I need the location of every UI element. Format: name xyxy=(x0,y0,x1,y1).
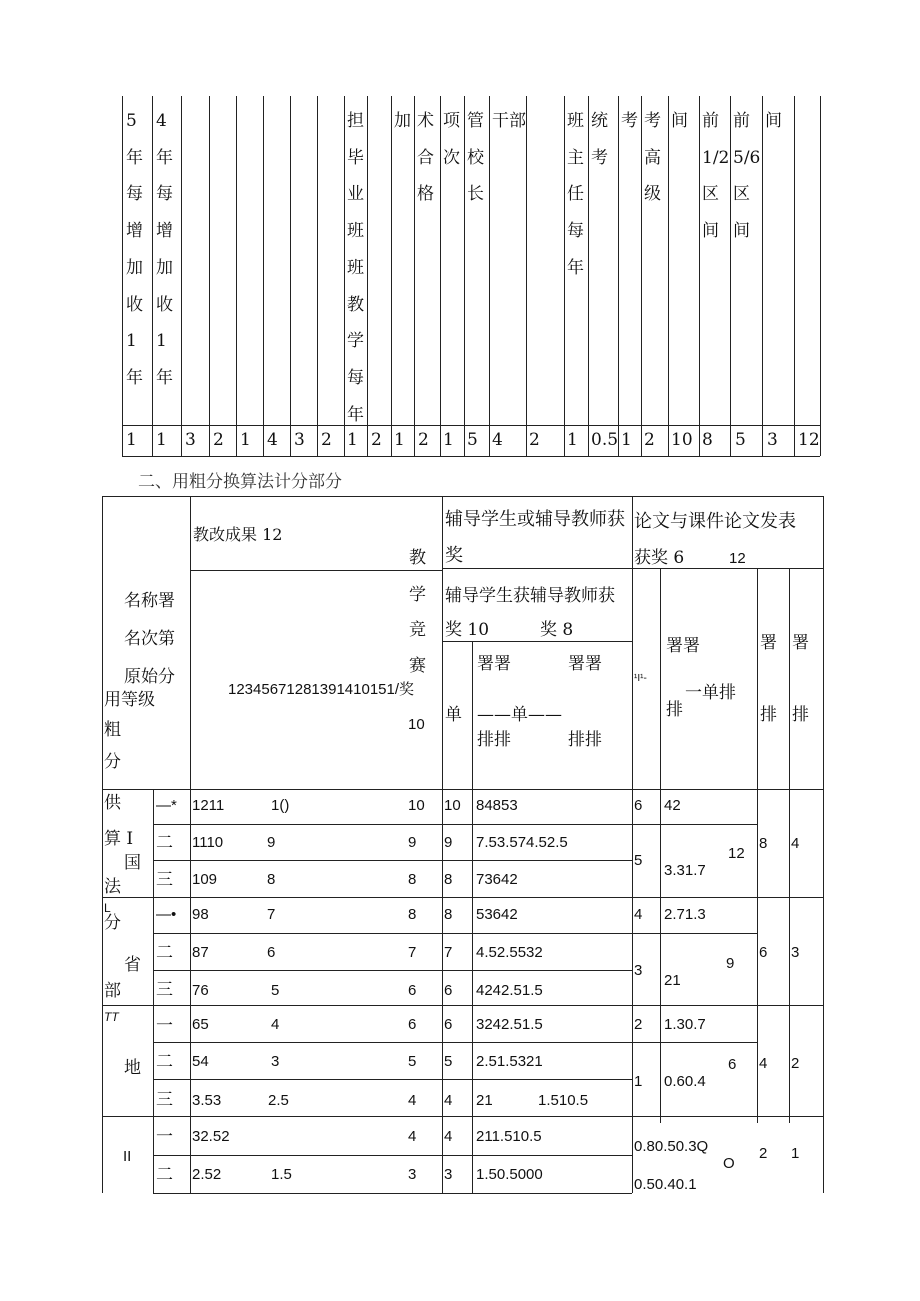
jingsai-2: 竞 xyxy=(409,620,426,640)
r6-e: 4242.51.5 xyxy=(476,982,543,999)
count-19: 1 xyxy=(621,430,632,450)
g2-j: 3 xyxy=(791,944,800,961)
count-6: 4 xyxy=(267,430,278,450)
r5-g: 21 xyxy=(664,972,681,989)
jingsai-1: 学 xyxy=(409,585,426,605)
r11-grade: 二 xyxy=(156,1165,173,1185)
lunwen-header-a: 论文与课件论文发表 xyxy=(634,511,796,532)
group3-label-1: TT xyxy=(104,1010,119,1024)
r8-f: 1 xyxy=(634,1073,643,1090)
r1-d: 10 xyxy=(444,797,461,814)
r11-c: 3 xyxy=(408,1166,417,1183)
fudao-header-b: 奖 xyxy=(445,545,463,566)
count-11: 1 xyxy=(394,430,405,450)
r7-b: 4 xyxy=(271,1016,280,1033)
lunwen-header-b2: 12 xyxy=(729,550,746,567)
header-col-17: 班主任每年 xyxy=(567,111,584,278)
seq-numbers: 12345671281391410151/奖 xyxy=(228,681,415,698)
head-left-6: 分 xyxy=(104,752,121,772)
count-5: 1 xyxy=(240,430,251,450)
r1-a: 1211 xyxy=(192,797,225,814)
count-18: 0.5 xyxy=(591,430,619,450)
r2-a: 1110 xyxy=(192,834,224,851)
fudao-sub-b1: 奖 10 xyxy=(445,620,490,640)
r2-g: 3.31.7 xyxy=(664,862,706,879)
shushu-3: 署署 xyxy=(666,636,700,656)
header-col-23: 前5/6区间 xyxy=(733,111,761,242)
r11-d: 3 xyxy=(444,1166,453,1183)
g1-j: 4 xyxy=(791,835,800,852)
count-4: 2 xyxy=(213,430,224,450)
r2-d: 9 xyxy=(444,834,453,851)
fudao-sub-a: 辅导学生获辅导教师获 xyxy=(445,586,615,606)
r1-g: 42 xyxy=(664,797,681,814)
r1-b: 1() xyxy=(271,797,290,814)
r3-d: 8 xyxy=(444,871,453,888)
ten-label: 10 xyxy=(408,716,425,733)
r2-b: 9 xyxy=(267,834,276,851)
group4-label: II xyxy=(123,1148,132,1165)
r3-c: 8 xyxy=(408,871,417,888)
count-23: 5 xyxy=(735,430,746,450)
group2-label-4: 部 xyxy=(104,981,121,1001)
count-7: 3 xyxy=(294,430,305,450)
shu-5: 署 xyxy=(792,633,809,653)
r10-a: 32.52 xyxy=(192,1128,230,1145)
head-left-4: 用等级 xyxy=(104,690,155,710)
r5-b: 6 xyxy=(267,944,276,961)
count-15: 4 xyxy=(492,430,503,450)
r7-a: 65 xyxy=(192,1016,209,1033)
g2-i: 6 xyxy=(759,944,768,961)
group1-label-3: 国 xyxy=(124,853,141,873)
r10-c: 4 xyxy=(408,1128,417,1145)
jiaogai-header: 教改成果 12 xyxy=(193,525,283,544)
r5-a: 87 xyxy=(192,944,209,961)
r4-a: 98 xyxy=(192,906,209,923)
pai-4: 排 xyxy=(760,705,777,725)
r5-grade: 二 xyxy=(156,943,173,963)
count-13: 1 xyxy=(443,430,454,450)
header-col-9: 担毕业班班教学每年 xyxy=(347,111,364,425)
g4-o: O xyxy=(723,1155,735,1172)
r3-a: 109 xyxy=(192,871,218,888)
r4-g: 2.71.3 xyxy=(664,906,706,923)
count-10: 2 xyxy=(371,430,382,450)
count-14: 5 xyxy=(467,430,478,450)
shushu-2: 署署 xyxy=(568,654,602,674)
r6-b: 5 xyxy=(271,982,280,999)
r8-a: 54 xyxy=(192,1053,209,1070)
g4-j: 1 xyxy=(791,1145,800,1162)
head-left-2: 名次第 xyxy=(124,629,175,649)
r3-e: 73642 xyxy=(476,871,518,888)
r7-e: 3242.51.5 xyxy=(476,1016,543,1033)
r2-grade: 二 xyxy=(156,833,173,853)
r2-c: 9 xyxy=(408,834,417,851)
g4-a: 0.80.50.3Q xyxy=(634,1138,709,1155)
r9-d: 4 xyxy=(444,1092,453,1109)
r6-c: 6 xyxy=(408,982,417,999)
head-left-5: 粗 xyxy=(104,720,121,740)
fudao-sub-b2: 奖 8 xyxy=(540,620,574,640)
group2-label-2: 分 xyxy=(104,913,121,933)
g4-i: 2 xyxy=(759,1145,768,1162)
r9-a: 3.53 xyxy=(192,1092,222,1109)
r3-grade: 三 xyxy=(156,870,173,890)
group1-label-4: 法 xyxy=(104,877,121,897)
header-col-24: 间 xyxy=(765,111,782,131)
count-9: 1 xyxy=(347,430,358,450)
count-12: 2 xyxy=(418,430,429,450)
fudao-header-a: 辅导学生或辅导教师获 xyxy=(445,509,625,530)
count-22: 8 xyxy=(702,430,713,450)
r2-f: 5 xyxy=(634,852,643,869)
pai-5: 排 xyxy=(792,705,809,725)
header-col-13: 项次 xyxy=(443,111,460,168)
r10-d: 4 xyxy=(444,1128,453,1145)
header-col-20: 考高级 xyxy=(644,111,661,205)
r9-e2: 1.510.5 xyxy=(538,1092,589,1109)
r1-c: 10 xyxy=(408,797,425,814)
r5-c: 7 xyxy=(408,944,417,961)
r6-a: 76 xyxy=(192,982,209,999)
g3-i: 4 xyxy=(759,1055,768,1072)
r7-g: 1.30.7 xyxy=(664,1016,706,1033)
header-col-1: 5年每增加收1年 xyxy=(126,111,143,388)
r8-c: 5 xyxy=(408,1053,417,1070)
header-col-21: 间 xyxy=(671,111,688,131)
count-25: 12 xyxy=(798,430,820,450)
r8-b: 3 xyxy=(271,1053,280,1070)
r1-f: 6 xyxy=(634,797,643,814)
count-21: 10 xyxy=(671,430,693,450)
header-col-18: 统考 xyxy=(591,111,608,168)
count-2: 1 xyxy=(156,430,167,450)
dan-label: 单 xyxy=(445,705,462,725)
r5-d: 7 xyxy=(444,944,453,961)
r2-e: 7.53.574.52.5 xyxy=(476,834,568,851)
r4-b: 7 xyxy=(267,906,276,923)
header-col-2: 4年每增加收1年 xyxy=(156,111,173,388)
count-8: 2 xyxy=(321,430,332,450)
g4-b: 0.50.40.1 xyxy=(634,1176,697,1193)
r4-e: 53642 xyxy=(476,906,518,923)
r9-grade: 三 xyxy=(156,1090,173,1110)
paipai-2: 排排 xyxy=(568,730,602,750)
group2-label-1: L xyxy=(104,901,111,915)
count-24: 3 xyxy=(767,430,778,450)
shushu-1: 署署 xyxy=(477,654,511,674)
r8-e: 2.51.5321 xyxy=(476,1053,543,1070)
r11-e: 1.50.5000 xyxy=(476,1166,543,1183)
group3-label-2: 地 xyxy=(124,1058,141,1078)
shu-4: 署 xyxy=(760,633,777,653)
r10-e: 211.510.5 xyxy=(476,1128,542,1145)
r7-d: 6 xyxy=(444,1016,453,1033)
r8-grade: 二 xyxy=(156,1052,173,1072)
paipai-1: 排排 xyxy=(477,730,511,750)
count-3: 3 xyxy=(185,430,196,450)
g1-i: 8 xyxy=(759,835,768,852)
lunwen-header-b1: 获奖 6 xyxy=(634,548,685,568)
r9-b: 2.5 xyxy=(268,1092,289,1109)
r4-f: 4 xyxy=(634,906,643,923)
r9-c: 4 xyxy=(408,1092,417,1109)
jingsai-3: 赛 xyxy=(409,656,426,676)
header-col-12: 术合格 xyxy=(417,111,434,205)
count-17: 1 xyxy=(567,430,578,450)
section-title: 二、用粗分换算法计分部分 xyxy=(138,472,342,492)
r2-h: 12 xyxy=(728,845,745,862)
r8-g: 0.60.4 xyxy=(664,1073,706,1090)
count-1: 1 xyxy=(126,430,137,450)
r4-c: 8 xyxy=(408,906,417,923)
r5-f: 3 xyxy=(634,962,643,979)
group1-label-1: 供 xyxy=(104,793,121,813)
header-col-19: 考 xyxy=(621,111,638,131)
r8-d: 5 xyxy=(444,1053,453,1070)
r4-grade: —• xyxy=(156,906,177,923)
r11-b: 1.5 xyxy=(271,1166,292,1183)
r9-e: 21 xyxy=(476,1092,493,1109)
r7-f: 2 xyxy=(634,1016,643,1033)
r10-grade: 一 xyxy=(156,1127,173,1147)
r8-h: 6 xyxy=(728,1056,737,1073)
r7-c: 6 xyxy=(408,1016,417,1033)
dash-dan: ——单—— xyxy=(477,705,562,725)
pai-label: 排 xyxy=(666,700,683,720)
r5-h: 9 xyxy=(726,955,735,972)
head-left-3: 原始分 xyxy=(124,667,175,687)
r6-grade: 三 xyxy=(156,980,173,1000)
header-col-11: 加 xyxy=(394,111,411,131)
r3-b: 8 xyxy=(267,871,276,888)
r7-grade: 一 xyxy=(156,1016,173,1036)
jiao-label: 教 xyxy=(409,548,426,568)
r1-grade: —* xyxy=(156,797,177,814)
header-col-22: 前1/2区间 xyxy=(702,111,730,242)
r5-e: 4.52.5532 xyxy=(476,944,543,961)
g3-j: 2 xyxy=(791,1055,800,1072)
r4-d: 8 xyxy=(444,906,453,923)
small-mark: ¹I¹- xyxy=(634,673,647,684)
count-16: 2 xyxy=(529,430,540,450)
count-20: 2 xyxy=(644,430,655,450)
header-col-15: 干部 xyxy=(492,111,526,131)
group1-label-2: 算 I xyxy=(104,829,134,849)
header-col-14: 管校长 xyxy=(467,111,484,205)
r6-d: 6 xyxy=(444,982,453,999)
r1-e: 84853 xyxy=(476,797,518,814)
yidan-label: 一单排 xyxy=(685,683,736,703)
r11-a: 2.52 xyxy=(192,1166,222,1183)
group2-label-3: 省 xyxy=(124,955,141,975)
head-left-1: 名称署 xyxy=(124,591,175,611)
